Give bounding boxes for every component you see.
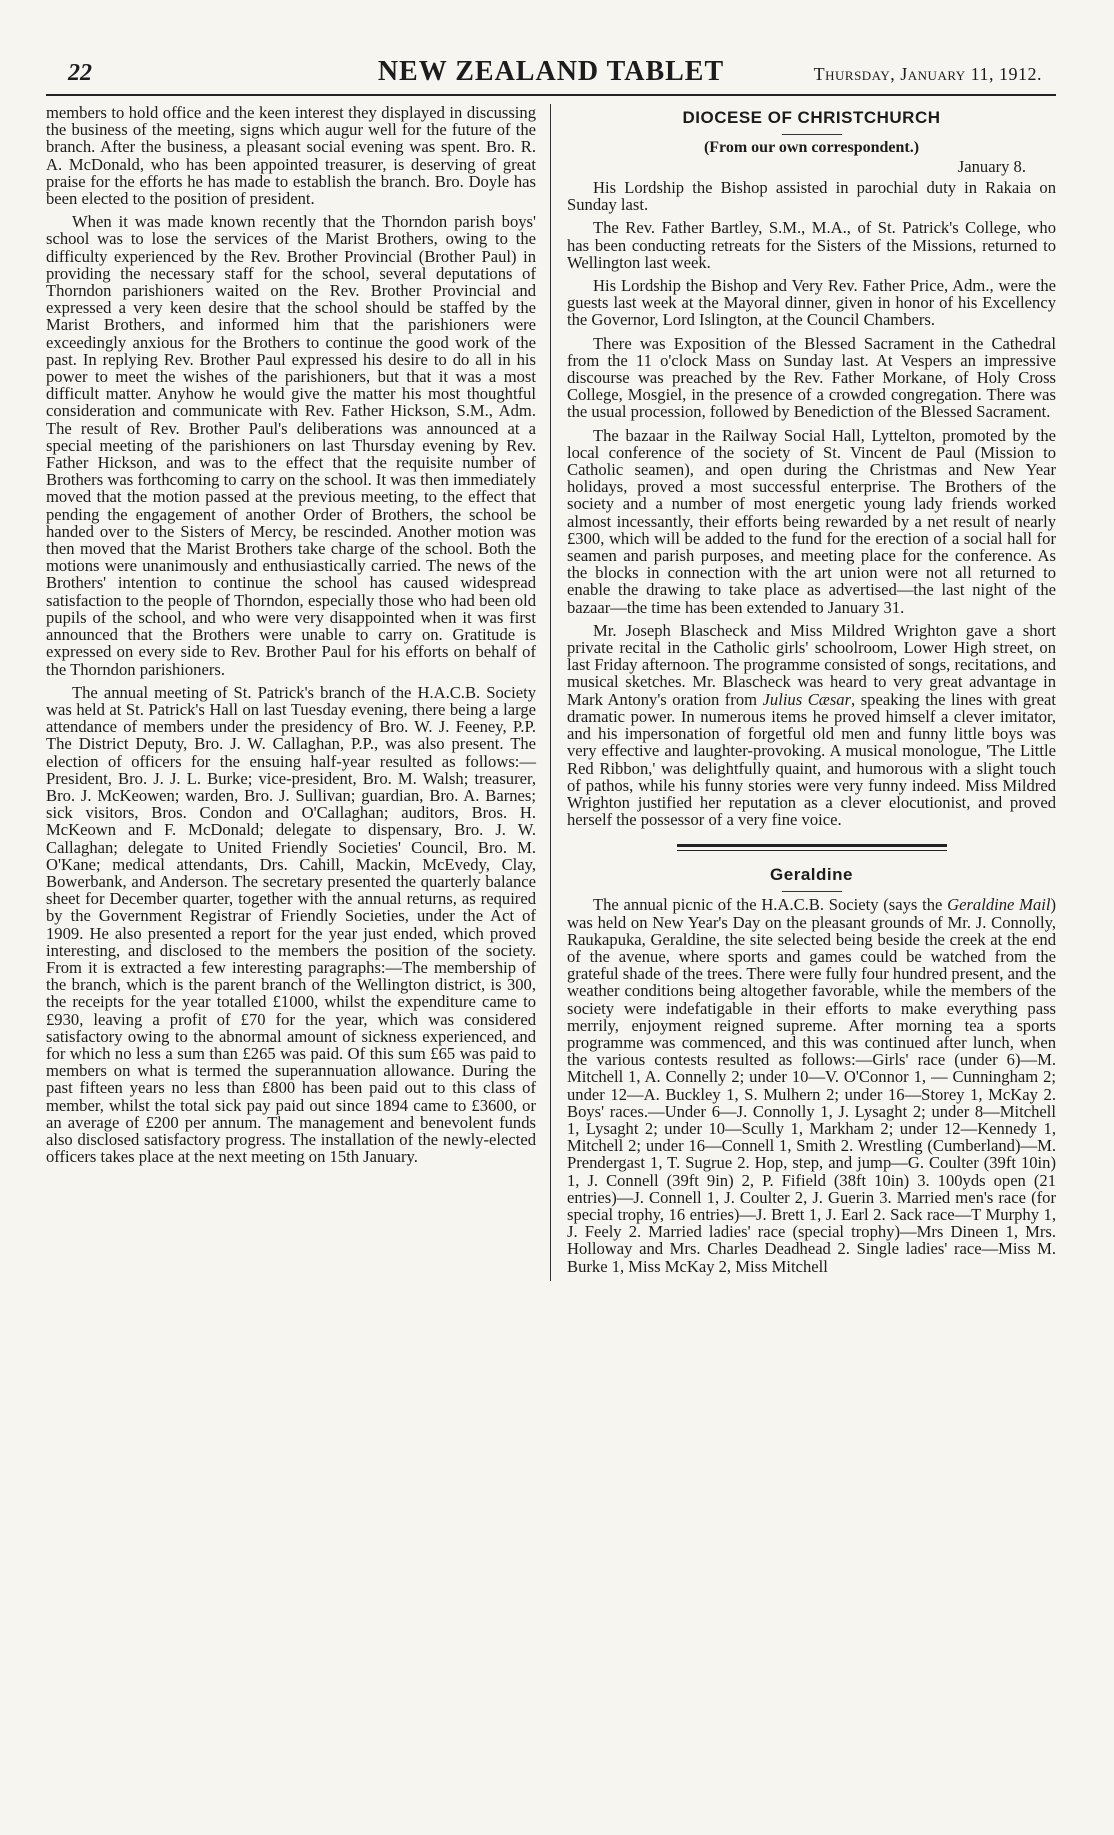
paragraph: The Rev. Father Bartley, S.M., M.A., of St. Patrick's College, who has been conducting retreats for the Sisters of the Missions, returned to Wellington last week. [567, 218, 1056, 272]
italic-title: Geraldine Mail [947, 895, 1051, 915]
italic-title: Julius Cæsar [762, 689, 852, 709]
report-date: January 8. [957, 157, 1026, 176]
section-title-geraldine: Geraldine [770, 865, 853, 885]
left-column [46, 104, 551, 1281]
byline: (From our own correspondent.) [703, 139, 920, 156]
paragraph: His Lordship the Bishop and Very Rev. Father Price, Adm., were the guests last week at the Mayoral dinner, given in honor of his Excellency the Governor, Lord Islington, at the Council Chambers. [567, 276, 1056, 330]
paragraph: The annual meeting of St. Patrick's branch of the H.A.C.B. Society was held at St. Patrick's Hall on last Tuesday evening, there being a large attendance of members under the presidency of Bro. W. J. Feeney, P.P. The District Deputy, Bro. J. W. Callaghan, P.P., was also present. The election of officers for the ensuing half-year resulted as follows:—President, Bro. J. J. L. Burke; vice-president, Bro. M. Walsh; treasurer, Bro. J. McKeowen; warden, Bro. J. Sullivan; guardian, Bro. A. Barnes; sick visitors, Bros. Condon and O'Callaghan; auditors, Bros. H. McKeown and F. McDonald; delegate to dispensary, Bro. J. W. Callaghan; delegate to United Friendly Societies' Council, Bro. M. O'Kane; medical attendants, Drs. Cahill, Mackin, McEvedy, Clay, Bowerbank, and Anderson. The secretary presented the quarterly balance sheet for December quarter, together with the annual returns, as required by the Government Registrar of Friendly Societies, under the Act of 1909. He also presented a report for the year just ended, which proved interesting, and disclosed to the members the position of the society. From it is extracted a few interesting paragraphs:—The membership of the branch, which is the parent branch of the Wellington district, is 300, the receipts for the year totalled £1000, whilst the expenditure came to £930, leaving a profit of £70 for the year, which was considered satisfactory owing to the abnormal amount of sickness experienced, and for which no less a sum than £265 was paid. Of this sum £65 was paid to members on what is termed the superannuation allowance. During the past fifteen years no less than £800 has been paid out to this class of member, whilst the total sick pay paid out since 1894 came to £3600, or an average of £200 per annum. The management and benevolent funds also disclosed satisfactory progress. The installation of the newly-elected officers takes place at the next meeting on 15th January. [46, 682, 536, 1167]
section-title-christchurch: DIOCESE OF CHRISTCHURCH [682, 108, 941, 127]
paragraph-picnic [567, 896, 1056, 1274]
title-rule [782, 891, 842, 892]
page-number: 22 [68, 60, 92, 86]
paragraph: members to hold office and the keen interest they displayed in discussing the business of the meeting, signs which augur well for the future of the branch. After the business, a pleasant social evening was spent. Bro. R. A. McDonald, who has been appointed treasurer, is deserving of great praise for the efforts he has made to establish the branch. Bro. Doyle has been elected to the position of president. [46, 103, 536, 209]
issue-date: Thursday, January 11, 1912. [813, 64, 1042, 84]
paragraph: When it was made known recently that the Thorndon parish boys' school was to lose the services of the Marist Brothers, owing to the difficulty experienced by the Rev. Brother Provincial (Brother Paul) in providing the necessary staff for the school, several deputations of Thorndon parishioners waited on the Rev. Brother Provincial and expressed a very keen desire that the school should be staffed by the Marist Brothers, and informed him that the parishioners were exceedingly anxious for the Brothers to continue the good work of the past. In replying Rev. Brother Paul expressed his desire to do all in his power to meet the wishes of the parishioners, but that it was a most difficult matter. Anyhow he would give the matter his most thoughtful consideration and communicate with Rev. Father Hickson, S.M., Adm. The result of Rev. Brother Paul's deliberations was announced at a special meeting of the parishioners on last Thursday evening by Rev. Father Hickson, and was to the effect that the requisite number of Brothers was forthcoming to carry on the school. It was then immediately moved that the motion passed at the previous meeting, to the effect that pending the engagement of another Order of Brothers, the school be handed over to the Sisters of Mercy, be rescinded. Another motion was then moved that the Marist Brothers take charge of the school. Both the motions were unanimously and enthusiastically carried. The news of the Brothers' intention to continue the school has caused widespread satisfaction to the people of Thorndon, especially those who had been old pupils of the school, and who were very disappointed when it was first announced that the Brothers were unable to carry on. Gratitude is expressed on every side to Rev. Brother Paul for his efforts on behalf of the Thorndon parishioners. [46, 212, 536, 679]
text-run: Mr. Joseph Blascheck and Miss Mildred Wrighton gave a short private recital in the Catholic girls' schoolroom, Lower High street, on last Friday afternoon. The programme consisted of songs, recitations, and musical sketches. Mr. Blascheck was heard to very great advantage in Mark Antony's oration from [567, 620, 1056, 709]
paragraph: The bazaar in the Railway Social Hall, Lyttelton, promoted by the local conference of the society of St. Vincent de Paul (Mission to Catholic seamen), and open during the Christmas and New Year holidays, proved a most successful enterprise. The Brothers of the society and a number of most energetic young lady friends worked almost incessantly, their efforts being rewarded by a net result of nearly £300, which will be added to the fund for the erection of a social hall for seamen and parish purposes, and meeting place for the conference. As the blocks in connection with the art union were not all returned to enable the drawing to take place as advertised—the last night of the bazaar—the time has been extended to January 31. [567, 425, 1056, 617]
columns [46, 104, 1056, 1281]
paragraph: There was Exposition of the Blessed Sacrament in the Cathedral from the 11 o'clock Mass on Sunday last. At Vespers an impressive discourse was preached by the Rev. Father Morkane, of Holy Cross College, Mosgiel, in the presence of a crowded congregation. There was the usual procession, followed by Benediction of the Blessed Sacrament. [567, 333, 1056, 422]
title-rule [782, 134, 842, 135]
paragraph-recital [567, 622, 1056, 828]
text-run: The annual picnic of the H.A.C.B. Society (says the [593, 895, 948, 915]
masthead-title: NEW ZEALAND TABLET [377, 56, 725, 87]
right-column [551, 104, 1056, 1281]
paragraph: His Lordship the Bishop assisted in parochial duty in Rakaia on Sunday last. [567, 178, 1056, 215]
text-run: , speaking the lines with great dramatic power. In numerous items he proved himself a clever imitator, and his impersonation of forgetful old men and funny little boys was very effective and laughter-provoking. A musical monologue, 'The Little Red Ribbon,' was delightfully quaint, and humorous with a slight touch of pathos, while his funny stories were very funny indeed. Miss Mildred Wrighton justified her reputation as a clever elocutionist, and proved herself the possessor of a very fine voice. [567, 689, 1056, 830]
text-run: ) was held on New Year's Day on the pleasant grounds of Mr. J. Connolly, Raukapuka, Geraldine, the site selected being beside the creek at the end of the avenue, where sports and games could be watched from the grateful shade of the trees. There were fully four hundred present, and the weather conditions being altogether favorable, while the members of the society were indefatigable in their efforts to make everything pass merrily, enjoyment reigned supreme. After morning tea a sports programme was commenced, and this was continued after lunch, when the various contests resulted as follows:—Girls' race (under 6)—M. Mitchell 1, A. Connelly 2; under 10—V. O'Connor 1, — Cunningham 2; under 12—A. Buckley 1, S. Mulhern 2; under 16—Storey 1, McKay 2. Boys' races.—Under 6—J. Connolly 1, J. Lysaght 2; under 8—Mitchell 1, Lysaght 2; under 10—Scully 1, Markham 2; under 12—Kennedy 1, Mitchell 2; under 16—Connell 1, Smith 2. Wrestling (Cumberland)—M. Prendergast 1, T. Sugrue 2. Hop, step, and jump—G. Coulter (39ft 10in) 1, J. Connell (39ft 9in) 2, P. Fifield (38ft 10in) 3. 100yds open (21 entries)—J. Connell 1, J. Coulter 2, J. Guerin 3. Married men's race (for special trophy, 16 entries)—J. Brett 1, J. Earl 2. Sack race—T Murphy 1, J. Feely 2. Married ladies' race (special trophy)—Mrs Dineen 1, Mrs. Holloway and Mrs. Charles Deadhead 2. Single ladies' race—Miss M. Burke 1, Miss McKay 2, Miss Mitchell [567, 895, 1057, 1276]
section-divider [677, 844, 947, 851]
page-header [46, 56, 1056, 96]
